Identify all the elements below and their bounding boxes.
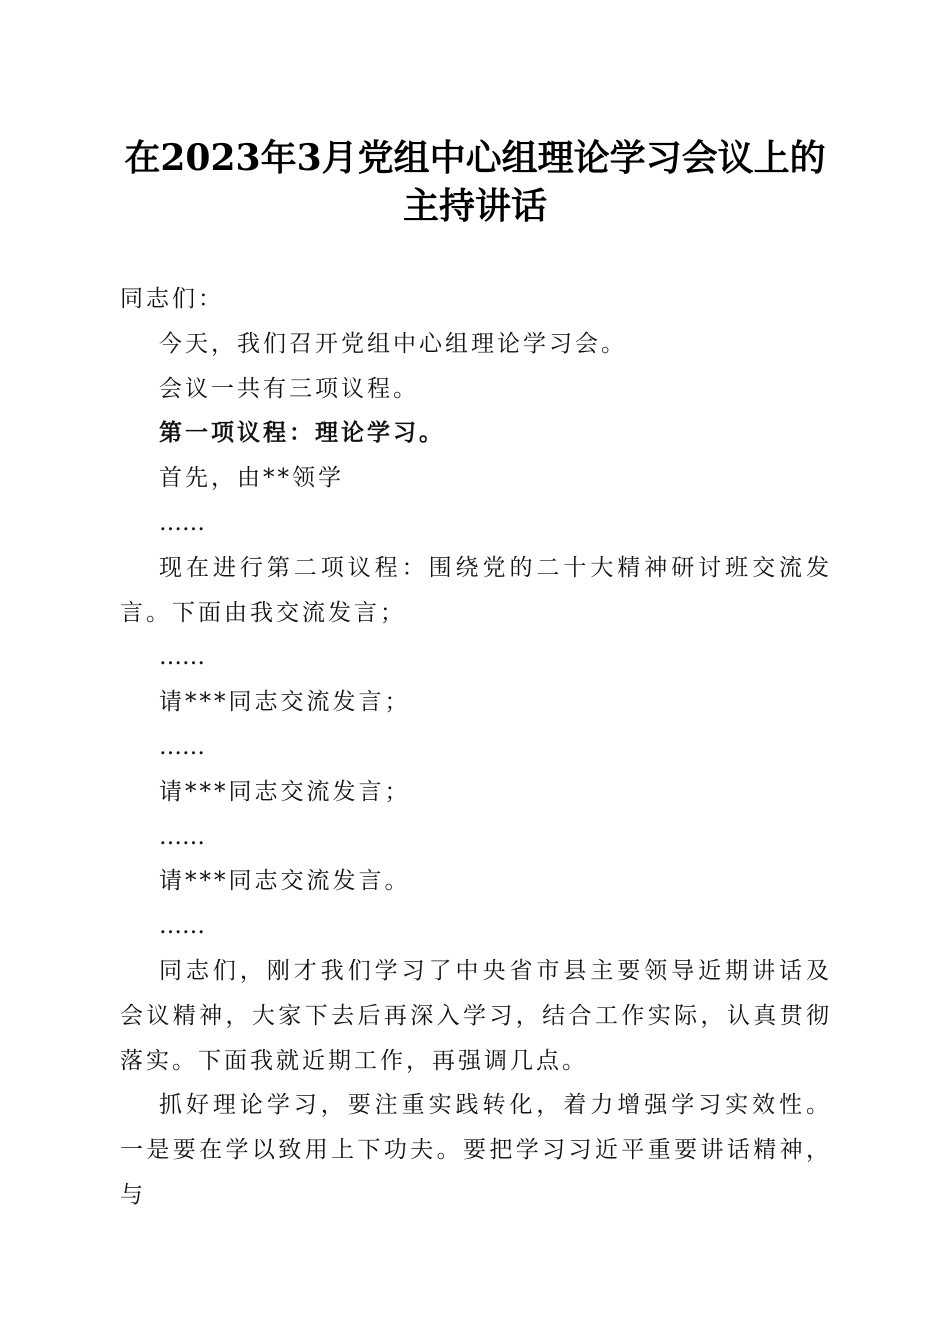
paragraph: 抓好理论学习，要注重实践转化，着力增强学习实效性。一是要在学以致用上下功夫。要把学习习近平重要讲话精神，与 [120, 1092, 832, 1208]
document-title-line-2: 主持讲话 [402, 185, 547, 227]
paragraph: 请***同志交流发言； [159, 689, 411, 716]
paragraph: 今天，我们召开党组中心组理论学习会。 [159, 330, 627, 357]
ellipsis-line: …… [159, 733, 205, 760]
paragraph: 同志们，刚才我们学习了中央省市县主要领导近期讲话及会议精神，大家下去后再深入学习，结合工作实际，认真贯彻落实。下面我就近期工作，再强调几点。 [120, 957, 832, 1074]
paragraph: 会议一共有三项议程。 [159, 375, 419, 402]
ellipsis-line: …… [159, 823, 205, 850]
paragraph: 请***同志交流发言； [159, 778, 411, 805]
paragraph: 首先，由**领学 [159, 465, 344, 492]
ellipsis-line: …… [159, 644, 205, 671]
paragraph: 请***同志交流发言。 [159, 868, 411, 895]
document-body [120, 277, 832, 1218]
ellipsis-line: …… [159, 913, 205, 940]
document-title-line-1: 在2023年3月党组中心组理论学习会议上的 [124, 137, 826, 179]
ellipsis-line: …… [159, 509, 205, 536]
paragraph: 现在进行第二项议程：围绕党的二十大精神研讨班交流发言。下面由我交流发言； [120, 554, 832, 626]
agenda-item-heading: 第一项议程：理论学习。 [159, 419, 445, 447]
salutation: 同志们： [120, 286, 224, 312]
